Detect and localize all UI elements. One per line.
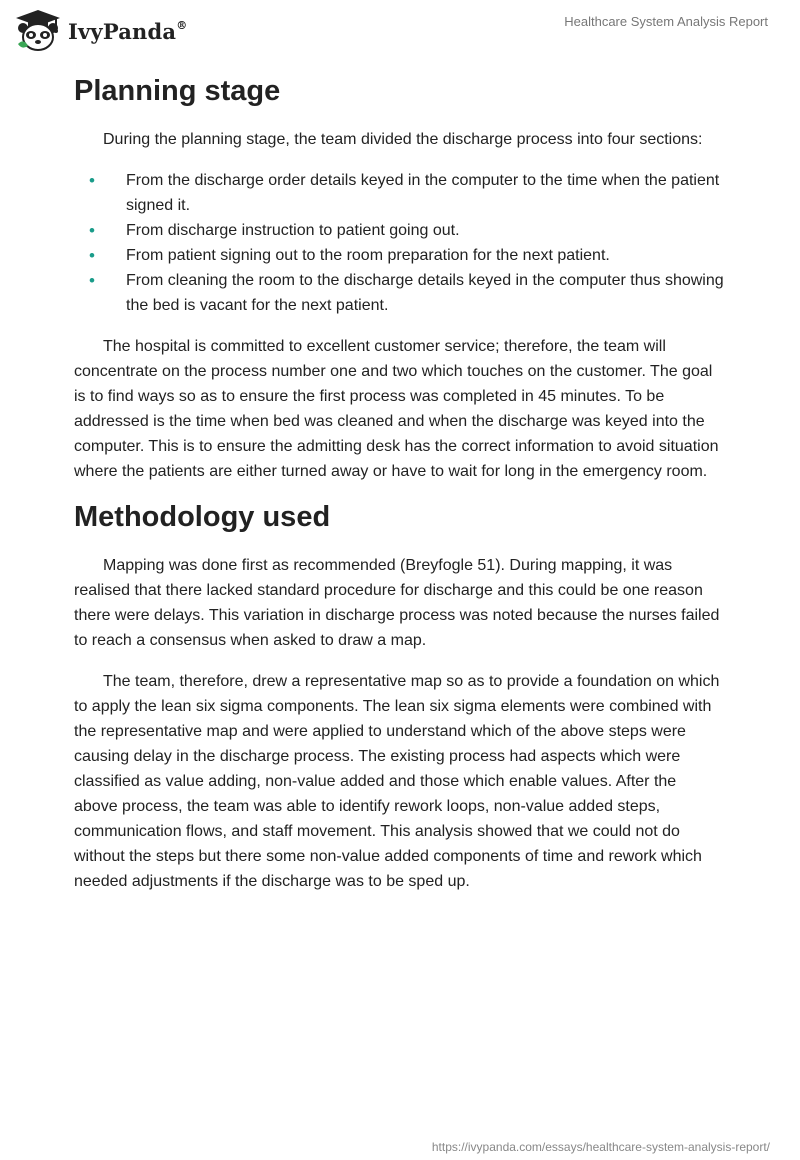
- planning-intro-paragraph: During the planning stage, the team divided the discharge process into four sections:: [103, 130, 703, 148]
- bullet-dot-icon: •: [89, 245, 95, 265]
- methodology-paragraph-1: Mapping was done first as recommended (Breyfogle 51). During mapping, it was realised that there lacked standard procedure for discharge and this could be one reason there were delays. This variation in discharge process was noted because the nurses failed to reach a consensus when asked to draw a map.: [74, 556, 720, 649]
- bullet-dot-icon: •: [89, 170, 95, 190]
- panda-graduate-icon: [14, 8, 62, 52]
- section-heading-methodology: Methodology used: [74, 500, 331, 533]
- list-item: • From the discharge order details keyed in the computer to the time when the patient signed it.: [74, 168, 724, 218]
- brand-name: IvyPanda®: [68, 18, 188, 44]
- list-item: • From discharge instruction to patient going out.: [74, 218, 724, 243]
- source-url-link[interactable]: https://ivypanda.com/essays/healthcare-system-analysis-report/: [431, 1140, 770, 1154]
- methodology-paragraph-2: The team, therefore, drew a representative map so as to provide a foundation on which to apply the lean six sigma components. The lean six sigma elements were combined with the representative map and were applied to understand which of the above steps were causing delay in the discharge process. The existing process had aspects which were classified as value adding, non-value added and those which enable values. After the above process, the team was able to identify rework loops, non-value added steps, communication flows, and staff movement. This analysis showed that we could not do without the steps but there some non-value added components of time and rework which needed adjustments if the discharge was to be sped up.: [74, 672, 720, 890]
- page-header: [0, 0, 800, 60]
- document-title: Healthcare System Analysis Report: [564, 14, 768, 29]
- brand-logo[interactable]: [14, 8, 187, 52]
- article-body: [74, 62, 724, 910]
- planning-sections-list: [74, 168, 724, 318]
- list-item: • From cleaning the room to the discharge details keyed in the computer thus showing the bed is vacant for the next patient.: [74, 268, 724, 318]
- bullet-dot-icon: •: [89, 220, 95, 240]
- section-heading-planning: Planning stage: [74, 75, 281, 107]
- bullet-dot-icon: •: [89, 270, 95, 290]
- list-item: • From patient signing out to the room preparation for the next patient.: [74, 243, 724, 268]
- planning-body-paragraph: The hospital is committed to excellent customer service; therefore, the team will concentrate on the process number one and two which touches on the customer. The goal is to find ways so as to ensure the first process was completed in 45 minutes. To be addressed is the time when bed was cleaned and when the discharge was keyed into the computer. This is to ensure the admitting desk has the correct information to avoid situation where the patients are either turned away or have to wait for long in the emergency room.: [74, 337, 719, 480]
